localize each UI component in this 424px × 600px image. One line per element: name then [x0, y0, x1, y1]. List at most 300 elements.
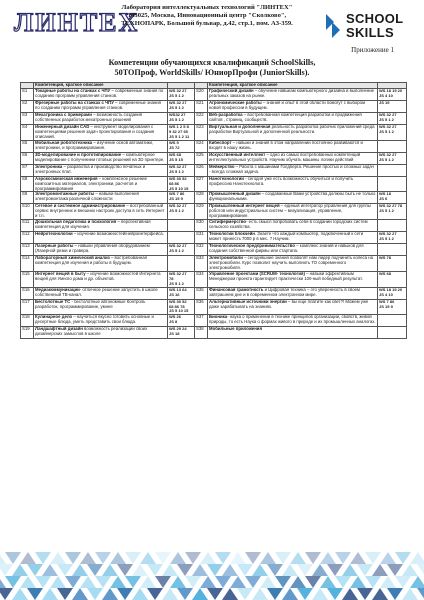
- footer-triangle: [27, 564, 43, 576]
- footer-triangle: [0, 564, 13, 576]
- competency-code: S15: [21, 271, 34, 287]
- header-line: 143025, Москва, Инновационный центр "Сколково",: [127, 12, 287, 19]
- footer-triangle: [320, 552, 336, 564]
- competency-text: . Знаете что каждый компьютер, подключенный к сети может принесть 7000 р в мес. ? Научим.: [209, 231, 364, 242]
- table-row: [21, 164, 407, 176]
- footer-triangle: [342, 564, 358, 576]
- competency-name: Технологическое предпринимательство: [209, 243, 296, 249]
- competency-description: [34, 327, 168, 339]
- competency-code: S26: [195, 164, 208, 176]
- footer-triangle: [282, 564, 298, 576]
- competency-description: [208, 125, 378, 141]
- competency-name: Виртуальная и дополненная: [209, 124, 271, 129]
- footer-triangle: [402, 564, 418, 576]
- footer-triangle: [117, 588, 133, 600]
- footer-triangle: [327, 588, 343, 600]
- competency-code: S37: [195, 315, 208, 327]
- footer-triangle: [200, 576, 216, 588]
- footer-triangle: [117, 564, 133, 576]
- competency-text: - отличное решение запустить в школе собственный ТВ-канал.: [35, 287, 158, 297]
- competency-code: S9: [21, 192, 34, 204]
- competency-name: Фрезерные работы на станках с ЧПУ: [35, 100, 114, 105]
- competency-level: WS 29 24 JS 18: [168, 327, 195, 339]
- competency-name: Нейротехнологии: [35, 231, 73, 237]
- competency-level: WS 32 27 JS 5 1 2: [378, 232, 407, 244]
- competency-level: WS 32 27 JS 5 1 2: [378, 152, 407, 164]
- table-row: [21, 176, 407, 192]
- footer-triangle: [155, 552, 171, 564]
- competency-code: S27: [195, 176, 208, 192]
- competency-code: S22: [195, 113, 208, 125]
- footer-triangle: [95, 552, 111, 564]
- competency-level: WS 32 27 JS 5 1 2: [168, 101, 195, 113]
- footer-triangle: [395, 576, 411, 588]
- lintex-logo: [14, 8, 140, 37]
- competency-description: [34, 232, 168, 244]
- competency-code: S8: [21, 176, 34, 192]
- competency-name: Ситифермерство: [209, 219, 247, 225]
- competency-description: [208, 204, 378, 220]
- footer-triangle: [185, 576, 201, 588]
- competency-text: – перспективная компетенция для изучения.: [35, 219, 151, 230]
- competency-text: – обучение навыкам компьютерного дизайна и выполнение реальных заказов на рынке.: [209, 88, 375, 98]
- title-line: 50ТОПроф, WorldSkills/ ЮниорПрофи (JuniorSkills).: [114, 68, 310, 77]
- competency-level: [378, 327, 407, 339]
- schoolskills-emblem-icon: [324, 12, 344, 40]
- competency-level: JS 19: [378, 101, 407, 113]
- footer-triangle: [402, 588, 418, 600]
- competency-name: Интернет вещей в быту: [35, 271, 86, 276]
- competency-code: S29: [195, 204, 208, 220]
- competency-text: – навыки эффективным Менеджером проекта гарантирует практически 100-ный победный результат.: [209, 271, 363, 281]
- footer-triangle: [305, 576, 321, 588]
- competency-code: S19: [21, 327, 34, 339]
- footer-triangle: [87, 588, 103, 600]
- footer-triangle: [237, 564, 253, 576]
- table-row: [21, 327, 407, 339]
- footer-triangle: [297, 564, 313, 576]
- competency-name: Альтернативные источники энергии: [209, 299, 287, 304]
- competency-text: – вы еще платите как свет?! Можем уже даже зарабатывать на знаниях.: [209, 299, 369, 309]
- competency-level: WS 7 86 JS 15 9: [168, 192, 195, 204]
- footer-triangle: [290, 552, 306, 564]
- footer-triangle: [230, 552, 246, 564]
- competency-name: Кибеспорт: [209, 140, 232, 145]
- table-row: [21, 204, 407, 220]
- footer-triangle: [132, 564, 148, 576]
- footer-triangle: [110, 552, 126, 564]
- footer-triangle: [35, 552, 51, 564]
- competency-text: и Цифровая техника – это уверенность в своем завтрашнем дне и в современном электронном мире.: [209, 287, 360, 297]
- schoolskills-logo: [324, 4, 420, 50]
- table-row: [21, 287, 407, 299]
- competency-code: S28: [195, 192, 208, 204]
- competency-description: [208, 244, 378, 256]
- competency-level: [378, 315, 407, 327]
- competency-code: S7: [21, 164, 34, 176]
- title-line: Компетенции обучающихся квалификаций SchoolSkills,: [108, 58, 316, 67]
- competency-code: S21: [195, 101, 208, 113]
- footer-triangle: [380, 576, 396, 588]
- competency-name: Медиакоммуникации: [35, 287, 80, 292]
- competency-code: S25: [195, 152, 208, 164]
- footer-triangle: [275, 576, 291, 588]
- footer-triangle: [267, 564, 283, 576]
- competency-level: [168, 256, 195, 272]
- footer-triangle: [20, 576, 36, 588]
- competency-code: S23: [195, 125, 208, 141]
- footer-triangle: [72, 564, 88, 576]
- competency-description: [208, 315, 378, 327]
- competency-code: S32: [195, 244, 208, 256]
- competency-level: WS 18 19 20 JS 4 10: [378, 287, 407, 299]
- competency-code: S6: [21, 152, 34, 164]
- competency-level: WS 32 27 78 JS 5 1 2: [168, 271, 195, 287]
- footer-triangle: [0, 576, 6, 588]
- competency-description: [34, 176, 168, 192]
- competency-text: – комплекс знаний и навыков для создания собственной фирмы или стартапа.: [209, 243, 364, 254]
- competency-level: [168, 232, 195, 244]
- competency-level: [378, 220, 407, 232]
- footer-triangle: [102, 588, 118, 600]
- competency-code: S33: [195, 256, 208, 272]
- footer-triangle: [42, 564, 58, 576]
- competency-description: [34, 101, 168, 113]
- competency-description: [208, 176, 378, 192]
- competency-description: [208, 299, 378, 315]
- competency-name: Мехатроника с примерами: [35, 112, 92, 117]
- competency-level: WS 30 52 68 86 JS 5 10 15: [168, 176, 195, 192]
- document-title: [60, 58, 364, 78]
- footer-triangle: [372, 588, 388, 600]
- competency-name: Мобильные приложения: [209, 326, 262, 332]
- competency-description: [34, 271, 168, 287]
- table-body: [21, 89, 407, 339]
- competencies-table: [20, 82, 407, 339]
- competency-name: Электромобили: [209, 255, 243, 261]
- competency-name: Управление проектами (SCRUM- технология): [209, 271, 305, 276]
- competency-description: [34, 89, 168, 101]
- competency-name: 3D-моделирование и прототипирование: [35, 152, 122, 157]
- footer-triangle: [80, 552, 96, 564]
- competency-text: – компьютерное моделирование с получением готовых решений на 3D принтере.: [35, 152, 165, 162]
- competency-text: – инструмент моделирования с компетенциями решения задач проектирования и создания описаний.: [35, 124, 155, 139]
- competency-description: [34, 125, 168, 141]
- competency-level: WS32 27 JS 5 1 2: [168, 113, 195, 125]
- competency-code: S11: [21, 220, 34, 232]
- competency-level: WS 1 2 5 8 9 32 27 65 JS 5 1 2 11: [168, 125, 195, 141]
- competency-description: [208, 140, 378, 152]
- competency-name: Веб-разработка: [209, 112, 243, 117]
- competency-name: Мейкерство: [209, 164, 235, 169]
- footer-triangle: [260, 552, 276, 564]
- table-row: [21, 113, 407, 125]
- competency-text: – создаваемые Вами устройства должны быть не только функциональными.: [209, 191, 376, 202]
- competency-code: S10: [21, 204, 34, 220]
- competency-name: Мобильная робототехника: [35, 140, 93, 145]
- competency-name: Промышленный дизайн: [209, 191, 261, 197]
- footer-triangle: [410, 576, 424, 588]
- footer-triangle: [410, 552, 424, 564]
- competency-description: [34, 220, 168, 232]
- competency-code: S34: [195, 271, 208, 287]
- footer-triangle: [42, 588, 58, 600]
- footer-triangle: [395, 552, 411, 564]
- footer-triangle: [35, 576, 51, 588]
- competency-level: WS 32 27 JS 5 1 2: [168, 164, 195, 176]
- competency-description: [208, 113, 378, 125]
- competency-description: [208, 164, 378, 176]
- footer-triangle: [357, 564, 373, 576]
- table-row: [21, 299, 407, 315]
- footer-triangle: [12, 564, 28, 576]
- table-row: [21, 152, 407, 164]
- competency-level: [168, 220, 195, 232]
- footer-triangle: [290, 576, 306, 588]
- competency-name: Электроника: [35, 164, 63, 169]
- decorative-footer-pattern: [0, 548, 424, 600]
- table-row: [21, 125, 407, 141]
- footer-triangle: [50, 552, 66, 564]
- header-address: [112, 4, 302, 28]
- competency-level: [378, 164, 407, 176]
- competencies-table-wrap: [20, 82, 406, 558]
- header-desc: Компетенция, краткое описание: [34, 83, 168, 89]
- competency-description: [208, 152, 378, 164]
- competency-name: Токарные работы на станках с ЧПУ: [35, 88, 111, 93]
- competency-level: WS 32 27 JS 5 1 2: [378, 125, 407, 141]
- competency-code: S31: [195, 232, 208, 244]
- competency-text: - сегодня уже есть возможность обучиться и получить профессию Нанотехнолога.: [209, 176, 354, 186]
- competency-description: [34, 244, 168, 256]
- competency-text: – изучение основ автоматики, электроники, и программирования.: [35, 140, 154, 150]
- competency-text: - наука о применении в технике принципов организации, свойств, живой природы, то есть Наука о формах живого в природе и их промышленных аналогах.: [209, 314, 376, 325]
- competency-name: Графический дизайн: [209, 88, 254, 93]
- footer-triangle: [5, 552, 21, 564]
- header-line: Лаборатория интеллектуальных технологий "ЛИНТЕХ": [121, 4, 293, 11]
- footer-triangle: [417, 588, 424, 600]
- brand-line1: SCHOOL: [346, 11, 404, 26]
- competency-description: [208, 89, 378, 101]
- table-row: [21, 220, 407, 232]
- competency-name: Искусственный интеллект: [209, 152, 266, 157]
- footer-triangle: [327, 564, 343, 576]
- competency-code: S4: [21, 125, 34, 141]
- footer-triangle: [50, 576, 66, 588]
- footer-triangle: [387, 588, 403, 600]
- footer-triangle: [335, 576, 351, 588]
- competency-level: WS 18 JS 6: [378, 192, 407, 204]
- competency-text: реальность разработка рабочих приложений среда разработки Виртуальной и дополненной реальности.: [209, 124, 375, 134]
- footer-triangle: [267, 588, 283, 600]
- competency-level: WS 68 JS 5 15: [168, 152, 195, 164]
- competency-level: WS 13 64 JS 16: [168, 287, 195, 299]
- footer-triangle: [312, 588, 328, 600]
- footer-triangle: [372, 564, 388, 576]
- footer-triangle: [125, 576, 141, 588]
- footer-triangle: [282, 588, 298, 600]
- competency-name: Дошкольная педагогика и психология: [35, 219, 117, 225]
- competency-level: WS 32 27 JS 5 1 2: [378, 113, 407, 125]
- footer-triangle: [20, 552, 36, 564]
- competency-name: Лазерные работы: [35, 243, 74, 249]
- footer-triangle: [162, 588, 178, 600]
- table-row: [21, 244, 407, 256]
- competency-level: [378, 140, 407, 152]
- table-row: [21, 315, 407, 327]
- competency-level: WS 30 52 68 86 78 JS 5 10 15: [168, 299, 195, 315]
- footer-triangle: [80, 576, 96, 588]
- competency-level: WS 78: [378, 256, 407, 272]
- competency-name: Технологии блокчейн: [209, 231, 255, 237]
- competency-code: S14: [21, 256, 34, 272]
- table-row: [21, 232, 407, 244]
- competency-level: WS 32 27 JS 5 1 2: [168, 89, 195, 101]
- competency-description: [34, 299, 168, 315]
- competency-description: [34, 192, 168, 204]
- competency-description: [208, 101, 378, 113]
- competency-code: S13: [21, 244, 34, 256]
- footer-triangle: [110, 576, 126, 588]
- brand-line2: SKILLS: [346, 25, 395, 40]
- competency-name: Инженерный дизайн CAD: [35, 124, 90, 129]
- footer-triangle: [200, 552, 216, 564]
- competency-code: S17: [21, 299, 34, 315]
- competency-level: WS 32 27 78 JS 5 1 2: [378, 204, 407, 220]
- competency-level: WS 32 27 JS 5 1 2: [168, 244, 195, 256]
- header-line: ТЕХНОПАРК, Большой бульвар, д.42, стр.1, пом. А3-359.: [121, 20, 293, 27]
- footer-triangle: [207, 564, 223, 576]
- footer-triangle: [87, 564, 103, 576]
- footer-triangle: [252, 564, 268, 576]
- competency-level: [378, 244, 407, 256]
- footer-triangle: [380, 552, 396, 564]
- competency-description: [34, 113, 168, 125]
- competency-description: [208, 192, 378, 204]
- footer-triangle: [222, 564, 238, 576]
- footer-triangle: [140, 552, 156, 564]
- competency-description: [208, 256, 378, 272]
- competency-code: S30: [195, 220, 208, 232]
- footer-triangle: [297, 588, 313, 600]
- competency-description: [34, 152, 168, 164]
- footer-triangle: [12, 588, 28, 600]
- footer-triangle: [125, 552, 141, 564]
- competency-text: – востребованная компетенция для изучения и работы в будущем.: [35, 255, 147, 266]
- footer-triangle: [95, 576, 111, 588]
- footer-triangle: [72, 588, 88, 600]
- lintex-logo-text: ЛИНТЕХ: [14, 8, 140, 37]
- competency-name: Финансовая грамотность: [209, 287, 264, 292]
- footer-triangle: [237, 588, 253, 600]
- footer-triangle: [185, 552, 201, 564]
- competency-text: – Работа с машинами Голдберга. Решение простых и сложных задач - всегда сложная задача.: [209, 164, 374, 174]
- footer-triangle: [350, 552, 366, 564]
- competency-text: – востребованный сервис внутренних и внешних настроек доступа в сеть Интернет и т.п.: [35, 203, 165, 219]
- footer-triangle: [350, 576, 366, 588]
- table-row: [21, 256, 407, 272]
- table-row: [21, 101, 407, 113]
- footer-triangle: [57, 564, 73, 576]
- competency-name: Нанотехнологии: [209, 176, 244, 181]
- footer-triangle: [147, 564, 163, 576]
- footer-triangle: [320, 576, 336, 588]
- competency-text: – возможность создания собственных разработок мехатронных решений: [35, 112, 143, 122]
- competency-text: – современные знания по созданию программ управления станков.: [35, 88, 164, 98]
- footer-triangle: [57, 588, 73, 600]
- table-row: [21, 271, 407, 287]
- competency-name: Лабораторный химический анализ: [35, 255, 110, 261]
- competency-name: Аэрокосмическая инженерия: [35, 176, 98, 181]
- footer-triangle: [252, 588, 268, 600]
- footer-triangle: [155, 576, 171, 588]
- competency-text: – изучение возможностей Интернета вещей для Умного дома и др. объектов.: [35, 271, 161, 281]
- schoolskills-wordmark: [346, 12, 403, 40]
- footer-triangle: [245, 552, 261, 564]
- competency-text: – навыки управления оборудованием (Лазерной резки и гравера.: [35, 243, 150, 254]
- competency-code: S38: [195, 327, 208, 339]
- competency-code: S24: [195, 140, 208, 152]
- footer-triangle: [312, 564, 328, 576]
- table-row: [21, 140, 407, 152]
- footer-triangle: [27, 588, 43, 600]
- footer-triangle: [0, 552, 6, 564]
- competency-code: S18: [21, 315, 34, 327]
- footer-triangle: [342, 588, 358, 600]
- table-row: [21, 89, 407, 101]
- competency-name: Бестолотные ТС: [35, 299, 71, 304]
- footer-triangle: [147, 588, 163, 600]
- competency-text: – навыки и знания в этом направлении постоянно развиваются и входят в нашу жизнь.: [209, 140, 363, 150]
- footer-triangle: [162, 564, 178, 576]
- competency-code: S3: [21, 113, 34, 125]
- competency-text: возможность реализации своих дизайнерских замыслов в школе: [35, 326, 148, 337]
- footer-triangle: [215, 552, 231, 564]
- footer-triangle: [65, 552, 81, 564]
- competency-level: WS 5 JS 72: [168, 140, 195, 152]
- footer-triangle: [0, 588, 13, 600]
- footer-triangle: [177, 588, 193, 600]
- competency-description: [34, 287, 168, 299]
- footer-triangle: [387, 564, 403, 576]
- competency-text: – единый интегратор управления для группы роботов или индустриальных систем – визуализация, управление, программирование.: [209, 203, 371, 219]
- competency-text: – знания и опыт в этой области помогут с выбором новой профессии в будущем.: [209, 100, 366, 110]
- footer-triangle: [102, 564, 118, 576]
- competency-name: Кулинарное дело: [35, 314, 73, 320]
- competency-level: WS 68: [378, 271, 407, 287]
- footer-triangle: [170, 576, 186, 588]
- footer-triangle: [192, 564, 208, 576]
- competency-description: [208, 220, 378, 232]
- competency-text: – изучение возможностей/нейроинтерфейса.: [72, 231, 164, 237]
- footer-triangle: [207, 588, 223, 600]
- footer-triangle: [417, 564, 424, 576]
- competency-code: S36: [195, 299, 208, 315]
- footer-triangle: [275, 552, 291, 564]
- footer-triangle: [260, 576, 276, 588]
- competency-name: Электромонтажные работы: [35, 191, 95, 197]
- competency-code: S5: [21, 140, 34, 152]
- competency-name: Промышленный интернет вещей: [209, 203, 280, 209]
- competency-description: [208, 327, 378, 339]
- competency-text: - бестолотные автономные Контроль разработок, программирование, умнее: [35, 299, 146, 309]
- competency-description: [34, 315, 168, 327]
- footer-triangle: [140, 576, 156, 588]
- competency-description: [208, 271, 378, 287]
- footer-triangle: [335, 552, 351, 564]
- footer-triangle: [5, 576, 21, 588]
- competency-name: Сетевое и системное администрирование: [35, 203, 126, 209]
